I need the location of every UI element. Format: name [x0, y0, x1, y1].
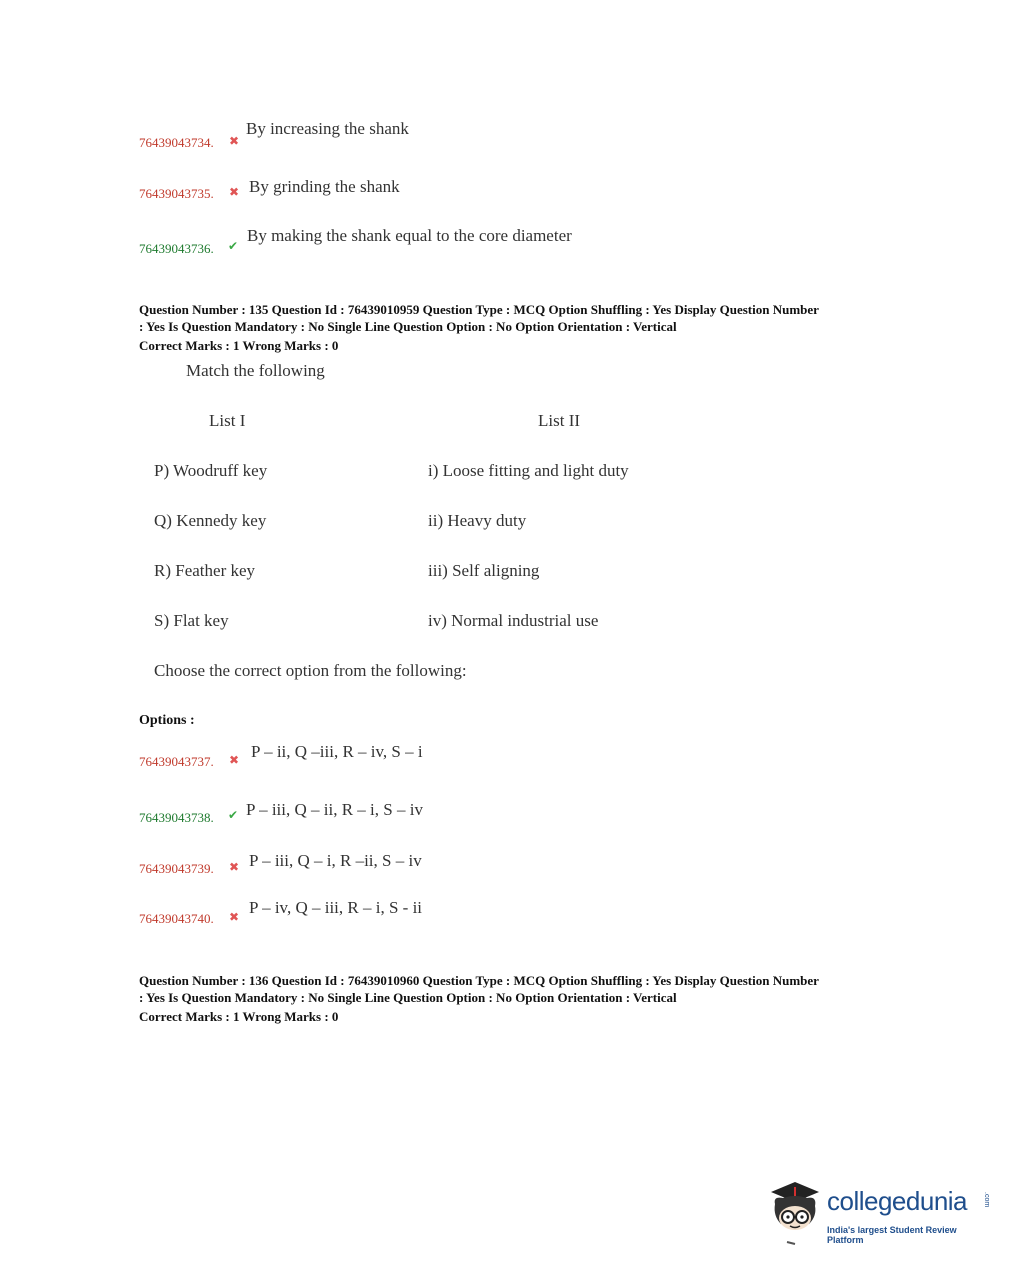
wrong-mark-icon: ✖ [229, 860, 240, 874]
option-text: P – iii, Q – ii, R – i, S – iv [246, 800, 423, 819]
list2-item: i) Loose fitting and light duty [428, 461, 629, 480]
mascot-icon [765, 1178, 825, 1246]
list2-item: ii) Heavy duty [428, 511, 527, 530]
logo-suffix: .com [983, 1192, 990, 1208]
question-marks: Correct Marks : 1 Wrong Marks : 0 [139, 338, 339, 353]
question-marks: Correct Marks : 1 Wrong Marks : 0 [139, 1009, 339, 1024]
list1-item: P) Woodruff key [154, 461, 268, 480]
list2-item: iv) Normal industrial use [428, 611, 599, 630]
question-meta-line2: : Yes Is Question Mandatory : No Single Line Question Option : No Option Orientation : Vertical [139, 989, 677, 1005]
collegedunia-logo[interactable] [765, 1178, 995, 1246]
question-meta-line2: : Yes Is Question Mandatory : No Single Line Question Option : No Option Orientation : Vertical [139, 318, 677, 334]
wrong-mark-icon: ✖ [229, 753, 240, 767]
wrong-mark-icon: ✖ [229, 185, 240, 199]
wrong-mark-icon: ✖ [229, 134, 240, 148]
list1-item: R) Feather key [154, 561, 256, 580]
option-id: 76439043735. [139, 186, 214, 201]
question-instruction: Choose the correct option from the following: [154, 661, 467, 680]
check-mark-icon: ✔ [228, 808, 239, 822]
list2-header: List II [538, 411, 581, 430]
question-meta [139, 973, 909, 1026]
question-meta-line1: Question Number : 136 Question Id : 76439010960 Question Type : MCQ Option Shuffling : Yes Display Question Number [139, 973, 819, 988]
option-id: 76439043737. [139, 754, 214, 769]
wrong-mark-icon: ✖ [229, 910, 240, 924]
option-id: 76439043736. [139, 241, 214, 256]
list1-header: List I [209, 411, 246, 430]
option-text: P – ii, Q –iii, R – iv, S – i [251, 742, 423, 761]
question-meta-line1: Question Number : 135 Question Id : 76439010959 Question Type : MCQ Option Shuffling : Yes Display Question Number [139, 302, 819, 317]
option-text: P – iv, Q – iii, R – i, S - ii [249, 898, 423, 917]
logo-tagline: India's largest Student Review Platform [827, 1225, 957, 1245]
list1-item: Q) Kennedy key [154, 511, 267, 530]
logo-name: collegedunia [827, 1186, 968, 1216]
option-text: By increasing the shank [246, 119, 409, 138]
option-id: 76439043739. [139, 861, 214, 876]
option-text: By making the shank equal to the core diameter [247, 226, 572, 245]
option-id: 76439043738. [139, 810, 214, 825]
list2-item: iii) Self aligning [428, 561, 540, 580]
option-id: 76439043740. [139, 911, 214, 926]
option-id: 76439043734. [139, 135, 214, 150]
check-mark-icon: ✔ [228, 239, 239, 253]
question-meta [139, 302, 909, 355]
option-text: P – iii, Q – i, R –ii, S – iv [249, 851, 422, 870]
options-label: Options : [139, 713, 195, 728]
question-prompt: Match the following [186, 361, 325, 380]
list1-item: S) Flat key [154, 611, 229, 630]
option-text: By grinding the shank [249, 177, 400, 196]
